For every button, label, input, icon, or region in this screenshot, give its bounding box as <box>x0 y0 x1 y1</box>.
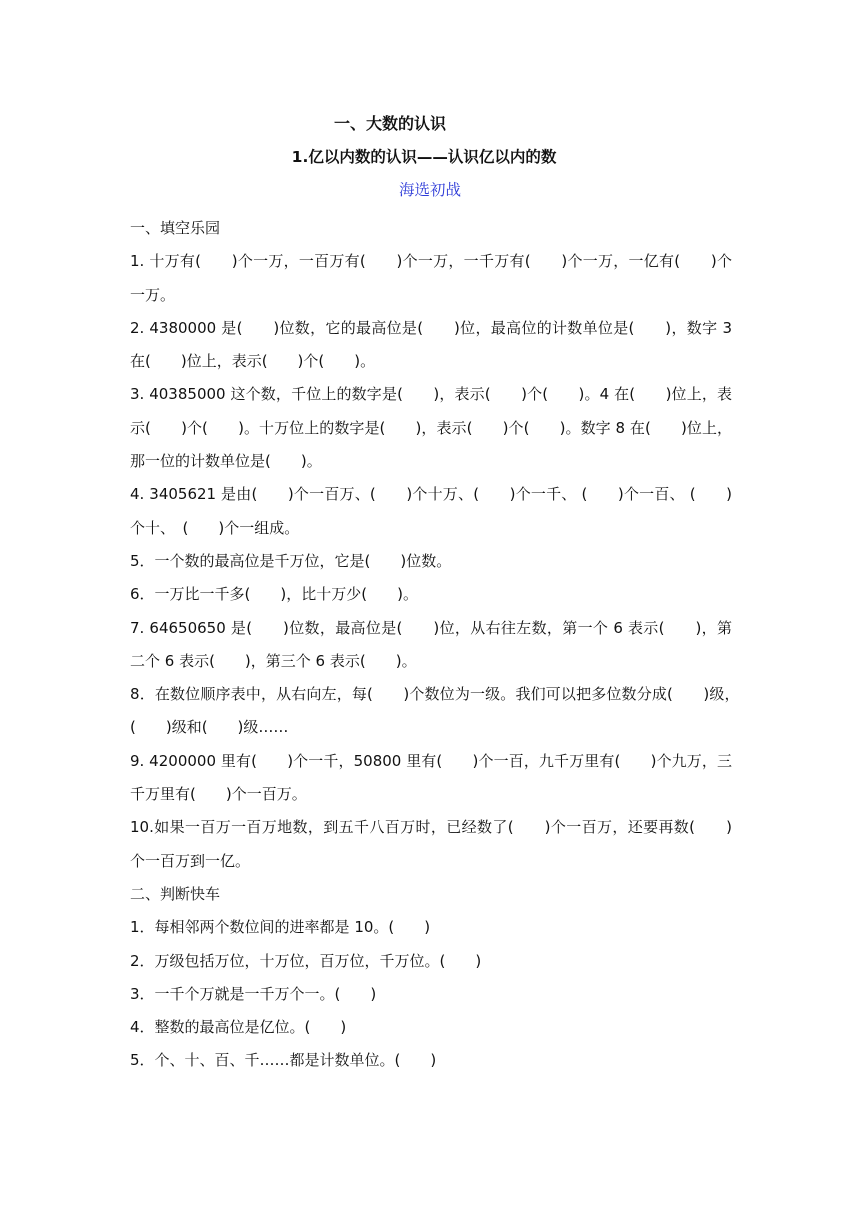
judge-question-2: 2．万级包括万位，十万位，百万位，千万位。( ) <box>130 951 482 970</box>
fill-question-9: 9. 4200000 里有( )个一千，50800 里有( )个一百，九千万里有( )个九万，三千万里有( )个一百万。 <box>130 751 732 804</box>
fill-question-8: 8．在数位顺序表中，从右向左，每( )个数位为一级。我们可以把多位数分成( )级， ( )级和( )级…… <box>130 685 748 737</box>
section-heading-true-false: 二、判断快车 <box>130 884 221 903</box>
section-heading-fill-in: 一、填空乐园 <box>130 219 221 237</box>
lesson-title: 1.亿以内数的认识——认识亿以内的数 <box>291 148 557 166</box>
fill-question-3: 3. 40385000 这个数，千位上的数字是( )，表示( )个( )。4 在( )位上，表示( )个( )。十万位上的数字是( )，表示( )个( )。数字 8 在( )位上，那一位的计数单位是( )。 <box>130 385 732 471</box>
fill-question-1: 1. 十万有( )个一万，一百万有( )个一万，一千万有( )个一万，一亿有( )个一万。 <box>130 252 732 304</box>
judge-question-4: 4．整数的最高位是亿位。( ) <box>130 1018 347 1037</box>
fill-question-10: 10.如果一百万一百万地数，到五千八百万时，已经数了( )个一百万，还要再数( )个一百万到一亿。 <box>130 818 732 870</box>
fill-question-5: 5．一个数的最高位是千万位，它是( )位数。 <box>130 551 452 570</box>
judge-question-1: 1．每相邻两个数位间的进率都是 10。( ) <box>130 918 431 937</box>
fill-question-7: 7. 64650650 是( )位数，最高位是( )位，从右往左数，第一个 6 表示( )，第二个 6 表示( )，第三个 6 表示( )。 <box>130 618 732 670</box>
worksheet-content <box>130 212 748 1078</box>
fill-question-6: 6．一万比一千多( )，比十万少( )。 <box>130 585 418 604</box>
judge-question-5: 5．个、十、百、千……都是计数单位。( ) <box>130 1051 437 1070</box>
stage-subtitle: 海选初战 <box>398 181 461 199</box>
fill-question-4: 4. 3405621 是由( )个一百万、( )个十万、( )个一千、 ( )个一百、 ( )个十、 ( )个一组成。 <box>130 485 732 537</box>
unit-title: 一、大数的认识 <box>333 114 446 133</box>
fill-question-2: 2. 4380000 是( )位数，它的最高位是( )位，最高位的计数单位是( )，数字 3 在( )位上，表示( )个( )。 <box>130 318 732 371</box>
judge-question-3: 3．一千个万就是一千万个一。( ) <box>130 984 377 1003</box>
